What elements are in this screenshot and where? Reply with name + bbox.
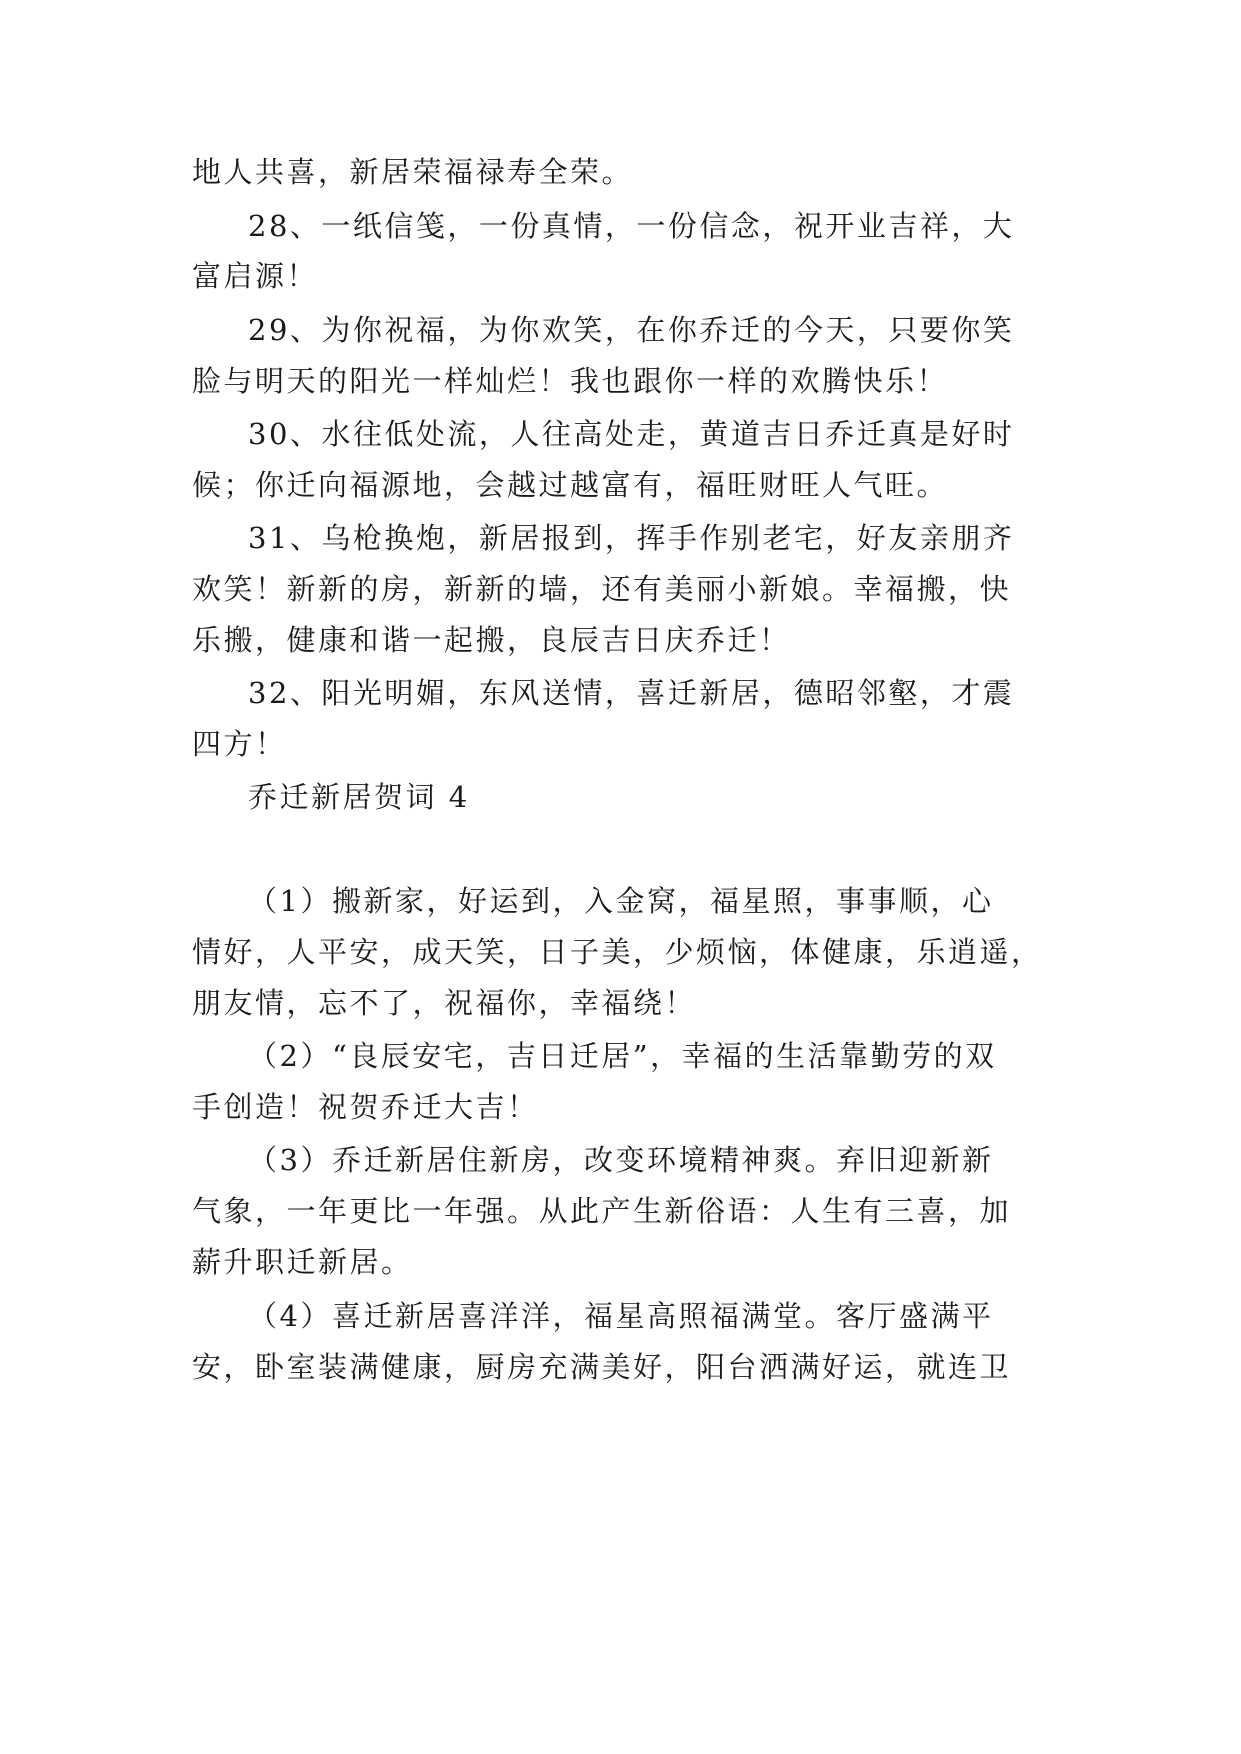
text-line: 情好，人平安，成天笑，日子美，少烦恼，体健康，乐逍遥， [192,935,1043,969]
section-heading: 乔迁新居贺词 4 [248,780,470,814]
text-line: 脸与明天的阳光一样灿烂！我也跟你一样的欢腾快乐！ [192,364,949,398]
text-line: （4）喜迁新居喜洋洋，福星高照福满堂。客厅盛满平 [248,1299,994,1333]
text-line: 地人共喜，新居荣福禄寿全荣。 [192,155,634,189]
text-line: 30、水往低处流，人往高处走，黄道吉日乔迁真是好时 [248,417,1015,451]
text-line: （2）“良辰安宅，吉日迁居”，幸福的生活靠勤劳的双 [248,1039,997,1073]
text-line: 安，卧室装满健康，厨房充满美好，阳台洒满好运，就连卫 [192,1350,1012,1384]
text-line: 富启源！ [192,259,319,293]
text-line: 31、乌枪换炮，新居报到，挥手作别老宅，好友亲朋齐 [248,521,1015,555]
text-line: 欢笑！新新的房，新新的墙，还有美丽小新娘。幸福搬，快 [192,572,1012,606]
text-line: 29、为你祝福，为你欢笑，在你乔迁的今天，只要你笑 [248,313,1015,347]
text-line: 四方！ [192,727,287,761]
text-line: 32、阳光明媚，东风送情，喜迁新居，德昭邻壑，才震 [248,676,1015,710]
text-line: 气象，一年更比一年强。从此产生新俗语：人生有三喜，加 [192,1194,1012,1228]
text-line: 候；你迁向福源地，会越过越富有，福旺财旺人气旺。 [192,468,949,502]
text-line: （1）搬新家，好运到，入金窝，福星照，事事顺，心 [248,884,994,918]
text-line: 薪升职迁新居。 [192,1245,413,1279]
text-line: 手创造！祝贺乔迁大吉！ [192,1090,539,1124]
text-line: 28、一纸信笺，一份真情，一份信念，祝开业吉祥，大 [248,209,1015,243]
text-line: 朋友情，忘不了，祝福你，幸福绕！ [192,986,697,1020]
text-line: 乐搬，健康和谐一起搬，良辰吉日庆乔迁！ [192,623,791,657]
text-line: （3）乔迁新居住新房，改变环境精神爽。弃旧迎新新 [248,1143,994,1177]
